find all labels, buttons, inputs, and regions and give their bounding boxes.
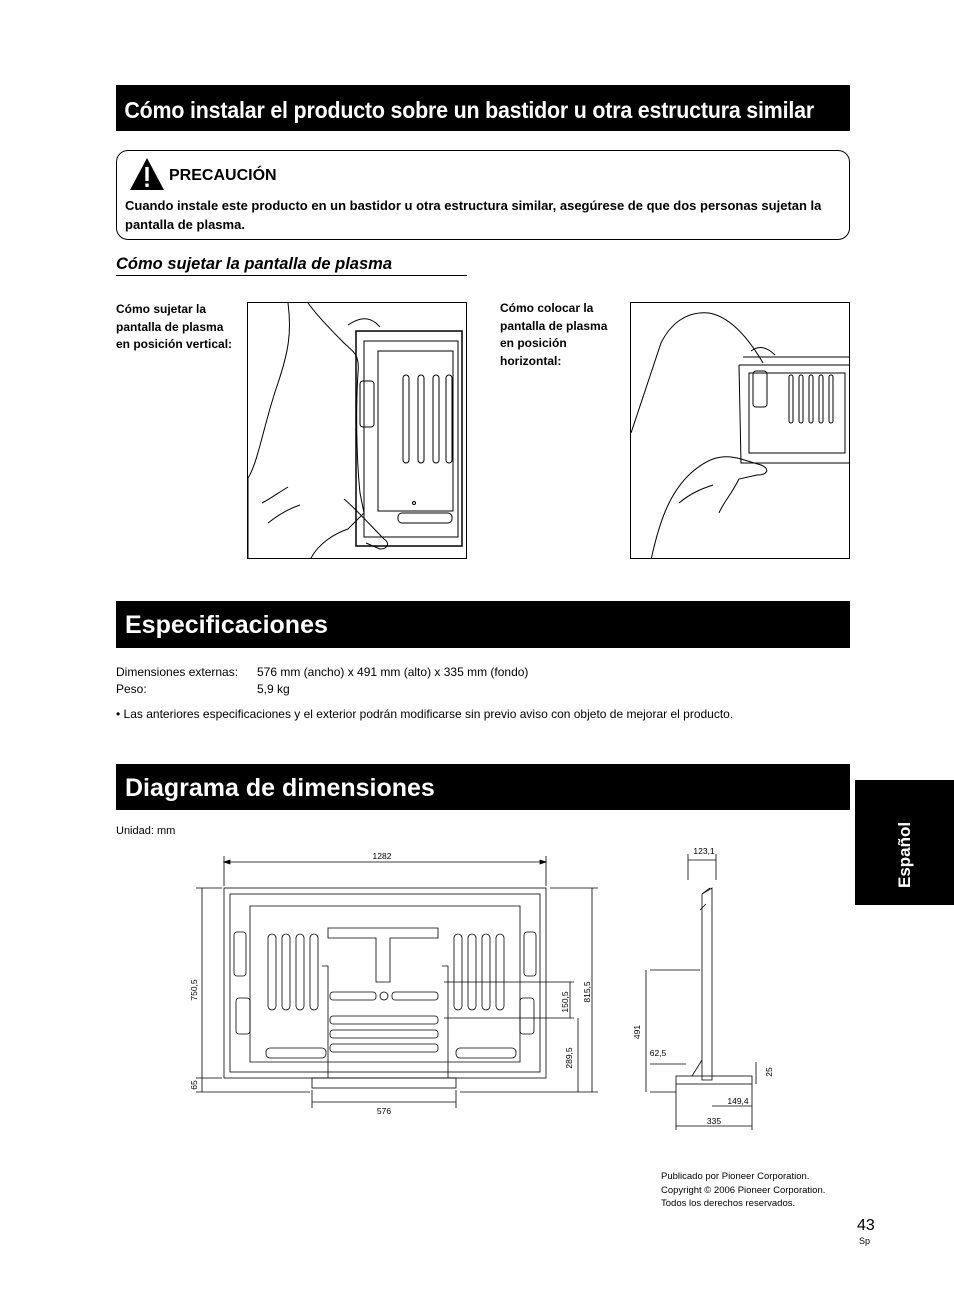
- section-title-installation-text: Cómo instalar el producto sobre un bastidor u otra estructura similar: [124, 97, 814, 123]
- illustration-vertical-hold: [247, 302, 467, 559]
- dim-height-total: 750,5: [189, 979, 199, 1001]
- unit-label: Unidad: mm: [116, 825, 176, 837]
- dim-side-25: 25: [764, 1067, 774, 1077]
- page-language-code: Sp: [859, 1236, 871, 1246]
- section-title-specifications-text: Especificaciones: [125, 611, 328, 639]
- page-number: 43: [857, 1217, 875, 1234]
- dim-stand-width: 576: [376, 1106, 392, 1116]
- front-view-outline: [224, 888, 546, 1078]
- caption-horizontal-line: en posición: [500, 336, 567, 350]
- caption-horizontal-line: horizontal:: [500, 353, 562, 368]
- caption-horizontal: [500, 300, 607, 370]
- section-title-dimensions-text: Diagrama de dimensiones: [125, 774, 435, 802]
- dim-815: 815,5: [582, 981, 592, 1003]
- spec-row: [116, 681, 528, 698]
- section-title-specifications: [116, 601, 850, 648]
- dim-stand-height: 65: [189, 1080, 199, 1090]
- publisher-info: [661, 1170, 825, 1211]
- spec-value: 5,9 kg: [257, 682, 290, 696]
- caution-text: Cuando instale este producto en un bastidor u otra estructura similar, asegúrese de que dos personas sujetan la pantalla de plasma.: [125, 198, 822, 232]
- publisher-line: Todos los derechos reservados.: [661, 1198, 796, 1209]
- spec-list: [116, 664, 528, 698]
- dimension-diagram: [180, 840, 800, 1140]
- dim-289: 289,5: [564, 1047, 574, 1069]
- caption-vertical: [116, 301, 232, 354]
- dim-side-149: 149,4: [727, 1096, 749, 1106]
- side-view-outline: [702, 888, 712, 1080]
- language-tab-label: Español: [895, 821, 914, 888]
- caption-horizontal-line: pantalla de plasma: [500, 318, 608, 333]
- spec-label: Dimensiones externas:: [116, 665, 239, 679]
- illustration-horizontal-hold: [630, 302, 850, 559]
- dim-150: 150,5: [560, 991, 570, 1013]
- dim-side-height: 491: [632, 1024, 642, 1040]
- warning-triangle-icon: [129, 157, 165, 191]
- caution-box: [116, 150, 850, 240]
- subheading-hold: Cómo sujetar la pantalla de plasma: [116, 255, 467, 276]
- spec-note: • Las anteriores especificaciones y el exterior podrán modificarse sin previo aviso con objeto de mejorar el producto.: [116, 707, 734, 721]
- caution-title: PRECAUCIÓN: [169, 167, 277, 184]
- caption-vertical-line: Cómo sujetar la: [116, 302, 207, 316]
- caption-vertical-line: pantalla de plasma: [116, 319, 224, 334]
- language-tab: [855, 780, 954, 905]
- spec-row: [116, 664, 528, 681]
- publisher-line: Copyright © 2006 Pioneer Corporation.: [661, 1184, 826, 1196]
- spec-value: 576 mm (ancho) x 491 mm (alto) x 335 mm (fondo): [257, 665, 529, 679]
- caption-horizontal-line: Cómo colocar la: [500, 301, 594, 315]
- section-title-dimensions: [116, 764, 850, 810]
- caption-vertical-line: en posición vertical:: [116, 337, 233, 351]
- publisher-line: Publicado por Pioneer Corporation.: [661, 1171, 810, 1182]
- dim-side-62: 62,5: [649, 1048, 667, 1058]
- dim-depth-top: 123,1: [693, 846, 715, 856]
- dim-side-335: 335: [706, 1116, 722, 1126]
- section-title-installation: [116, 85, 850, 131]
- dim-width-total: 1282: [372, 851, 392, 861]
- spec-label: Peso:: [116, 682, 147, 696]
